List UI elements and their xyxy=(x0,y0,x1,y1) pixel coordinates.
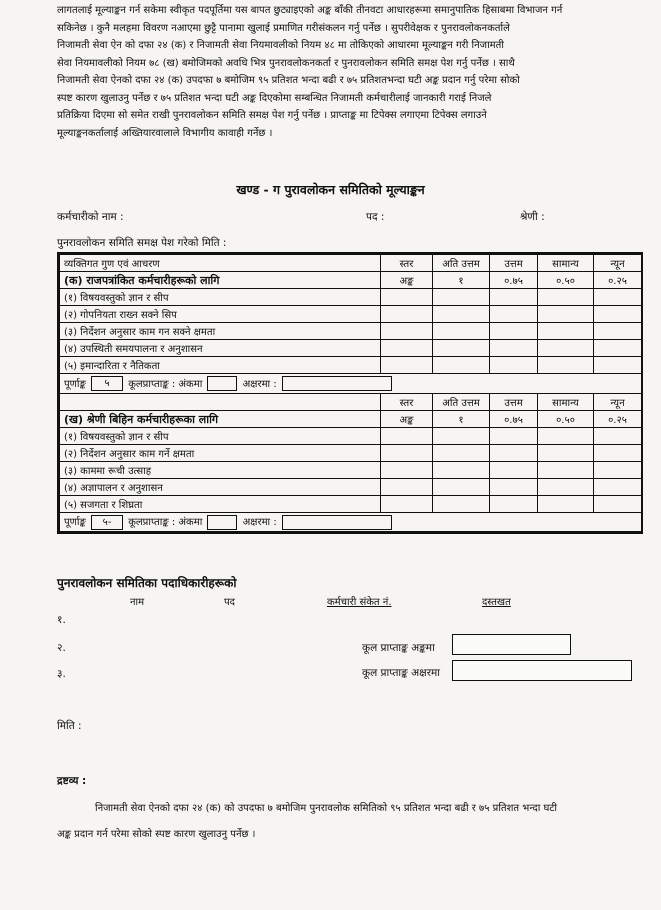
score-cell[interactable] xyxy=(538,479,594,496)
score-cell[interactable] xyxy=(381,340,433,357)
criterion-label: (५) इमान्दारिता र नैतिकता xyxy=(60,357,381,374)
group-a-total-row xyxy=(60,374,642,394)
table-row xyxy=(60,323,642,340)
score-cell[interactable] xyxy=(381,357,433,374)
score-cell[interactable] xyxy=(594,340,642,357)
full-marks-label: पूर्णाङ्क xyxy=(64,517,86,529)
intro-line: सेवा नियमावलीको नियम ७८ (ख) बमोजिमको अवधि भित्र पुनरावलोकनकर्ता र पुनरावलोकन समिति समक्ष पेश गर्नु पर्नेछ । साथै xyxy=(57,57,515,69)
in-figures-label: अंकमा xyxy=(178,378,203,390)
group-b-header-row xyxy=(60,394,642,411)
total-words-label: कूल प्राप्ताङ्क अक्षरमा xyxy=(362,667,440,679)
col-header-good: उत्तम xyxy=(490,255,538,272)
total-figures-input[interactable] xyxy=(207,376,237,391)
full-marks-box: ५ xyxy=(91,376,123,391)
evaluation-table xyxy=(57,252,643,534)
full-marks-box: ५- xyxy=(91,515,123,530)
date-label: मिति : xyxy=(57,720,82,732)
total-figures-label: कूल प्राप्ताङ्क अङ्कमा xyxy=(362,642,435,654)
total-figures-field[interactable] xyxy=(452,634,571,655)
note-line-2: अङ्क प्रदान गर्न परेमा सोको स्पष्ट कारण खुलाउनु पर्नेछ । xyxy=(57,829,256,840)
table-row xyxy=(60,306,642,323)
score-cell[interactable] xyxy=(490,357,538,374)
note-title: द्रष्टव्य : xyxy=(57,775,87,787)
score-cell[interactable] xyxy=(490,496,538,513)
table-row xyxy=(60,289,642,306)
score-cell[interactable] xyxy=(490,306,538,323)
col-header-average: सामान्य xyxy=(538,394,594,411)
score-cell[interactable] xyxy=(433,445,490,462)
score-cell[interactable] xyxy=(381,306,433,323)
score-cell[interactable] xyxy=(594,323,642,340)
blank-header-cell xyxy=(60,394,381,411)
score-cell[interactable] xyxy=(381,428,433,445)
score-cell[interactable] xyxy=(538,289,594,306)
group-b-title-row xyxy=(60,411,642,428)
criterion-label: (३) काममा रूची उत्साह xyxy=(60,462,381,479)
col-header-level: स्तर xyxy=(381,394,433,411)
in-words-label: अक्षरमा : xyxy=(242,517,277,529)
score-cell[interactable] xyxy=(490,289,538,306)
table-row xyxy=(60,496,642,513)
score-cell[interactable] xyxy=(538,496,594,513)
col-header-good: उत्तम xyxy=(490,394,538,411)
score-cell[interactable] xyxy=(538,357,594,374)
table-row xyxy=(60,445,642,462)
official-row-number: १. xyxy=(57,614,66,626)
section-title: खण्ड - ग पुरावलोकन समितिको मूल्याङ्कन xyxy=(236,182,425,197)
score-cell[interactable] xyxy=(433,462,490,479)
official-row-number: २. xyxy=(57,642,66,654)
group-b-total-row xyxy=(60,513,642,532)
score-cell[interactable] xyxy=(594,289,642,306)
value-good: ०.७५ xyxy=(490,411,538,428)
value-average: ०.५० xyxy=(538,272,594,289)
score-cell[interactable] xyxy=(381,462,433,479)
value-excellent: १ xyxy=(433,411,490,428)
intro-line: निजामती सेवा ऐनको दफा २४ (क) उपदफा ७ बमोजिम ९५ प्रतिशत भन्दा बढी र ७५ प्रतिशतभन्दा घटी अङ्क प्रदान गर्नु परेमा सोको xyxy=(57,75,520,86)
score-cell[interactable] xyxy=(490,462,538,479)
submit-date-label: पुनरावलोकन समिति समक्ष पेश गरेको मिति : xyxy=(57,237,227,249)
in-figures-label: अंकमा xyxy=(178,517,203,529)
table-row xyxy=(60,479,642,496)
in-words-label: अक्षरमा : xyxy=(242,378,277,390)
value-excellent: १ xyxy=(433,272,490,289)
score-cell[interactable] xyxy=(538,323,594,340)
score-cell[interactable] xyxy=(538,340,594,357)
score-cell[interactable] xyxy=(433,428,490,445)
score-cell[interactable] xyxy=(433,289,490,306)
total-figures-input[interactable] xyxy=(207,515,237,530)
criterion-label: (१) विषयवस्तुको ज्ञान र सीप xyxy=(60,289,381,306)
intro-paragraph xyxy=(57,2,643,142)
criterion-label: (१) विषयवस्तुको ज्ञान र सीप xyxy=(60,428,381,445)
score-cell[interactable] xyxy=(594,462,642,479)
score-cell[interactable] xyxy=(490,323,538,340)
score-cell[interactable] xyxy=(538,462,594,479)
table-row xyxy=(60,340,642,357)
score-cell[interactable] xyxy=(594,357,642,374)
intro-line: लागतलाई मूल्याङ्कन गर्न सकेमा स्वीकृत पदपूर्तिमा यस बापत छुट्याइएको अङ्क बाँकी तीनवटा आधारहरूमा समानुपातिक हिसाबमा विभाजन गर्न xyxy=(57,5,563,16)
col-header-low: न्यून xyxy=(594,394,642,411)
group-a-title: (क) राजपत्रांकित कर्मचारीहरूको लागि xyxy=(60,272,381,289)
employee-name-label: कर्मचारीको नाम : xyxy=(57,211,124,223)
score-cell[interactable] xyxy=(538,445,594,462)
score-cell[interactable] xyxy=(381,479,433,496)
criterion-label: (४) उपस्थिती समयपालना र अनुशासन xyxy=(60,340,381,357)
criterion-label: (४) अज्ञापालन र अनुशासन xyxy=(60,479,381,496)
score-cell[interactable] xyxy=(490,445,538,462)
post-label: पद : xyxy=(366,211,385,223)
group-a-title-row xyxy=(60,272,642,289)
score-cell[interactable] xyxy=(433,340,490,357)
score-cell[interactable] xyxy=(594,496,642,513)
score-cell[interactable] xyxy=(381,289,433,306)
value-good: ०.७५ xyxy=(490,272,538,289)
official-row-number: ३. xyxy=(57,668,66,680)
score-cell[interactable] xyxy=(490,340,538,357)
group-b-title: (ख) श्रेणी बिहिन कर्मचारीहरूका लागि xyxy=(60,411,381,428)
table-header-row xyxy=(60,255,642,272)
obtained-label: कूलप्राप्ताङ्क : xyxy=(128,517,176,529)
table-row xyxy=(60,357,642,374)
score-cell[interactable] xyxy=(594,445,642,462)
officials-header-post: पद xyxy=(224,597,235,608)
col-header-qualities: व्यक्तिगत गुण एवं आचरण xyxy=(60,255,381,272)
full-marks-label: पूर्णाङ्क xyxy=(64,378,86,390)
intro-line: मूल्याङ्कनकर्तालाई अख्तियारवालाले विभागीय कावाही गर्नेछ । xyxy=(57,127,273,139)
value-average: ०.५० xyxy=(538,411,594,428)
score-cell[interactable] xyxy=(381,445,433,462)
value-low: ०.२५ xyxy=(594,272,642,289)
total-words-input[interactable] xyxy=(282,515,392,530)
col-header-excellent: अति उत्तम xyxy=(433,394,490,411)
score-cell[interactable] xyxy=(433,306,490,323)
score-label: अङ्क xyxy=(381,411,433,428)
criterion-label: (५) सजगता र शिघ्रता xyxy=(60,496,381,513)
obtained-label: कूलप्राप्ताङ्क : xyxy=(128,378,176,390)
score-cell[interactable] xyxy=(381,323,433,340)
col-header-low: न्यून xyxy=(594,255,642,272)
col-header-level: स्तर xyxy=(381,255,433,272)
value-low: ०.२५ xyxy=(594,411,642,428)
grade-label: श्रेणी : xyxy=(520,211,545,223)
score-cell[interactable] xyxy=(490,479,538,496)
score-cell[interactable] xyxy=(433,357,490,374)
score-cell[interactable] xyxy=(594,428,642,445)
intro-line: निजामती सेवा ऐन को दफा २४ (क) र निजामती सेवा नियमावलीको नियम ४८ मा तोकिएको आधारमा मूल्याङ्कन गरी निजामती xyxy=(57,40,504,51)
table-row xyxy=(60,428,642,445)
score-cell[interactable] xyxy=(594,306,642,323)
officials-header-name: नाम xyxy=(130,597,145,608)
score-label: अङ्क xyxy=(381,272,433,289)
officials-header-signature: दस्तखत xyxy=(482,597,511,608)
note-line-1: निजामती सेवा ऐनको दफा २४ (क) को उपदफा ७ बमोजिम पुनरावलोक समितिको ९५ प्रतिशत भन्दा बढी र ७५ प्रतिशत भन्दा घटी xyxy=(95,803,558,814)
table-row xyxy=(60,462,642,479)
criterion-label: (२) गोपनियता राख्न सक्ने सिप xyxy=(60,306,381,323)
col-header-excellent: अति उत्तम xyxy=(433,255,490,272)
intro-line: स्पष्ट कारण खुलाउनु पर्नेछ र ७५ प्रतिशत भन्दा घटी अङ्क दिएकोमा सम्बन्धित निजामती कर्मचारीलाई जानकारी गराई निजले xyxy=(57,92,492,104)
intro-line: प्रतिक्रिया दिएमा सो समेत राखी पुनरावलोकन समिति समक्ष पेश गर्नु पर्नेछ । प्राप्ताङ्क मा टिपेक्स लगाएमा टिपेक्स लगाउने xyxy=(57,110,487,121)
criterion-label: (२) निर्देशन अनुसार काम गर्ने क्षमता xyxy=(60,445,381,462)
score-cell[interactable] xyxy=(433,323,490,340)
score-cell[interactable] xyxy=(538,306,594,323)
criterion-label: (३) निर्देशन अनुसार काम गन सक्ने क्षमता xyxy=(60,323,381,340)
score-cell[interactable] xyxy=(433,479,490,496)
total-words-field[interactable] xyxy=(452,660,632,681)
score-cell[interactable] xyxy=(490,428,538,445)
col-header-average: सामान्य xyxy=(538,255,594,272)
score-cell[interactable] xyxy=(381,496,433,513)
score-cell[interactable] xyxy=(433,496,490,513)
intro-line: सकिनेछ । कुनै मलहमा विवरण नआएमा छुट्टै पानामा खुलाई प्रमाणित गरीसंकलन गर्नु पर्नेछ । सुपरीवेक्षक र पुनरावलोकनकर्ताले xyxy=(57,22,510,34)
officials-title: पुनरावलोकन समितिका पदाधिकारीहरूको xyxy=(57,576,237,590)
officials-header-code: कर्मचारी संकेत नं. xyxy=(327,597,392,608)
score-cell[interactable] xyxy=(538,428,594,445)
score-cell[interactable] xyxy=(594,479,642,496)
total-words-input[interactable] xyxy=(282,376,392,391)
